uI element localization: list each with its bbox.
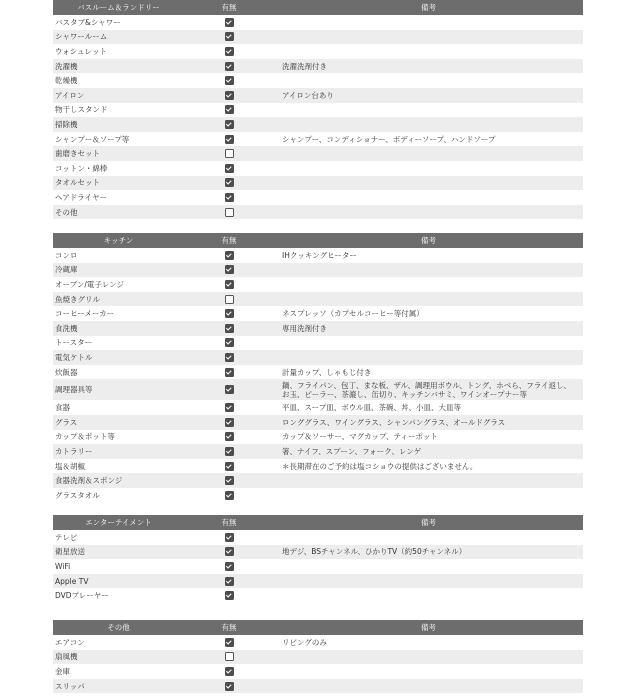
availability-cell [184,309,274,318]
availability-cell [184,447,274,456]
availability-cell [184,76,274,85]
availability-cell [184,251,274,260]
checked-checkbox[interactable] [225,76,234,85]
section-header [53,515,583,530]
availability-cell [184,591,274,600]
availability-cell [184,547,274,556]
availability-cell [184,135,274,144]
availability-cell [184,353,274,362]
checked-checkbox[interactable] [225,91,234,100]
amenity-name: グラス [55,417,78,427]
checked-checkbox[interactable] [225,47,234,56]
amenity-name: 食器洗剤＆スポンジ [55,476,123,486]
availability-cell [184,164,274,173]
table-row [53,679,583,694]
checked-checkbox[interactable] [225,164,234,173]
availability-cell [184,91,274,100]
table-row [53,292,583,307]
notes-column-header: 備考 [421,518,436,527]
amenity-name: 扇風機 [55,652,78,662]
table-row [53,664,583,679]
amenity-name: 塩＆胡椒 [55,461,85,471]
checked-checkbox[interactable] [225,591,234,600]
amenity-name: 電気ケトル [55,352,93,362]
availability-cell [184,338,274,347]
amenity-note: カップ＆ソーサー、マグカップ、ティーポット [282,432,438,442]
amenity-name: コットン・綿棒 [55,163,108,173]
amenity-name: グラスタオル [55,490,100,500]
amenity-name: タオルセット [55,178,100,188]
amenity-note: 平皿、スープ皿、ボウル皿、茶碗、丼、小皿、大皿等 [282,403,462,413]
amenity-section-kitchen [53,233,583,503]
table-row [53,635,583,650]
amenity-note: 計量カップ、しゃもじ付き [282,367,372,377]
table-row [53,350,583,365]
availability-cell [184,208,274,217]
amenity-name: 洗濯機 [55,61,78,71]
section-title: キッチン [103,236,134,245]
amenity-section-entertainment [53,515,583,603]
table-row [53,263,583,278]
section-title: その他 [107,623,130,632]
table-row [53,473,583,488]
table-row [53,415,583,430]
amenity-name: 衛星放送 [55,547,85,557]
amenity-name: ウォシュレット [55,46,107,56]
amenity-note: 洗濯洗剤付き [282,61,327,71]
table-row [53,530,583,545]
amenity-name: カトラリー [55,446,93,456]
availability-column-header: 有無 [221,518,237,527]
table-row [53,379,583,400]
checked-checkbox[interactable] [225,353,234,362]
table-row [53,88,583,103]
availability-cell [184,368,274,377]
availability-cell [184,432,274,441]
table-row [53,30,583,45]
table-row [53,176,583,191]
amenity-name: ヘアドライヤー [55,192,108,202]
amenity-name: 掃除機 [55,119,78,129]
amenity-note: 鍋、フライパン、包丁、まな板、ザル、調理用ボウル、トング、ホベら、フライ返し、 お玉、ピーラー、茶漉し、缶切り、キッチンバサミ、ワインオープナー等 [282,380,572,399]
checked-checkbox[interactable] [225,265,234,274]
notes-column-header: 備考 [421,3,436,12]
unchecked-checkbox[interactable] [225,208,234,217]
amenity-name: WiFi [55,561,71,571]
section-header [53,0,583,15]
availability-cell [184,47,274,56]
availability-cell [184,149,274,158]
table-row [53,444,583,459]
checked-checkbox[interactable] [225,462,234,471]
amenity-name: その他 [55,207,78,217]
amenity-name: Apple TV [55,576,89,586]
availability-cell [184,324,274,333]
amenity-name: エアコン [55,637,85,647]
table-row [53,190,583,205]
table-row [53,400,583,415]
checked-checkbox[interactable] [225,447,234,456]
amenity-note: 地デジ、BSチャンネル、ひかりTV（約50チャンネル） [282,547,467,557]
section-header [53,620,583,635]
checked-checkbox[interactable] [225,491,234,500]
table-row [53,430,583,445]
amenity-name: 食器 [55,403,70,413]
checked-checkbox[interactable] [225,62,234,71]
table-row [53,574,583,589]
amenity-note: リビングのみ [282,637,327,647]
amenity-name: コーヒーメーカー [55,309,115,319]
table-row [53,117,583,132]
availability-cell [184,403,274,412]
availability-cell [184,667,274,676]
availability-cell [184,562,274,571]
availability-cell [184,462,274,471]
unchecked-checkbox[interactable] [225,149,234,158]
table-row [53,161,583,176]
section-header [53,233,583,248]
checked-checkbox[interactable] [225,533,234,542]
amenity-name: トースター [55,338,93,348]
availability-cell [184,280,274,289]
amenity-name: 金庫 [55,666,70,676]
amenity-name: 物干しスタンド [55,105,108,115]
availability-cell [184,638,274,647]
section-title: バスルーム＆ランドリー [77,3,160,12]
amenity-note: ロンググラス、ワイングラス、シャンパングラス、オールドグラス [282,417,506,427]
amenity-name: コンロ [55,250,78,260]
checked-checkbox[interactable] [225,368,234,377]
checked-checkbox[interactable] [225,562,234,571]
table-row [53,248,583,263]
amenity-note: ＊長期滞在のご予約は塩コショウの提供はございません。 [282,461,478,471]
availability-cell [184,62,274,71]
table-row [53,588,583,603]
amenity-name: シャワールーム [55,32,108,42]
availability-column-header: 有無 [221,3,237,12]
table-row [53,365,583,380]
table-row [53,146,583,161]
table-row [53,44,583,59]
availability-column-header: 有無 [221,236,237,245]
amenity-name: スリッパ [55,681,85,691]
notes-column-header: 備考 [421,236,436,245]
table-row [53,103,583,118]
checked-checkbox[interactable] [225,251,234,260]
table-row [53,59,583,74]
amenity-name: 歯磨きセット [55,149,100,159]
availability-cell [184,652,274,661]
checked-checkbox[interactable] [225,476,234,485]
availability-cell [184,178,274,187]
table-row [53,73,583,88]
checked-checkbox[interactable] [225,638,234,647]
table-row [53,15,583,30]
amenity-section-other [53,620,583,693]
availability-cell [184,32,274,41]
checked-checkbox[interactable] [225,547,234,556]
amenity-name: 調理器具等 [55,385,93,395]
availability-cell [184,577,274,586]
availability-column-header: 有無 [221,623,237,632]
amenity-note: アイロン台あり [282,90,334,100]
availability-cell [184,295,274,304]
table-row [53,650,583,665]
table-row [53,459,583,474]
notes-column-header: 備考 [421,623,436,632]
availability-cell [184,533,274,542]
amenity-name: 魚焼きグリル [55,294,100,304]
checked-checkbox[interactable] [225,385,234,394]
amenity-name: 冷蔵庫 [55,265,78,275]
availability-cell [184,193,274,202]
amenity-section-bath-laundry [53,0,583,219]
checked-checkbox[interactable] [225,577,234,586]
checked-checkbox[interactable] [225,403,234,412]
unchecked-checkbox[interactable] [225,295,234,304]
amenity-name: 食洗機 [55,323,78,333]
table-row [53,336,583,351]
table-row [53,132,583,147]
table-row [53,277,583,292]
amenity-name: カップ＆ポット等 [55,432,115,442]
availability-cell [184,18,274,27]
checked-checkbox[interactable] [225,338,234,347]
amenity-note: ネスプレッソ（カプセルコーヒー等付属） [282,309,424,319]
availability-cell [184,682,274,691]
section-title: エンターテイメント [85,518,152,527]
amenity-note: 箸、ナイフ、スプーン、フォーク、レンゲ [282,446,422,456]
amenity-note: 専用洗剤付き [282,323,327,333]
availability-cell [184,105,274,114]
availability-cell [184,385,274,394]
amenity-name: DVDプレーヤー [55,591,109,601]
checked-checkbox[interactable] [225,324,234,333]
amenity-note: シャンプー、コンディショナー、ボディーソープ、ハンドソープ [282,134,496,144]
checked-checkbox[interactable] [225,135,234,144]
checked-checkbox[interactable] [225,32,234,41]
table-row [53,559,583,574]
amenity-name: オーブン/電子レンジ [55,279,124,289]
amenity-name: 乾燥機 [55,76,78,86]
amenity-name: アイロン [55,90,85,100]
checked-checkbox[interactable] [225,418,234,427]
checked-checkbox[interactable] [225,120,234,129]
availability-cell [184,120,274,129]
availability-cell [184,265,274,274]
table-row [53,321,583,336]
amenity-name: テレビ [55,532,78,542]
amenity-name: バスタブ&シャワー [55,17,121,27]
checked-checkbox[interactable] [225,105,234,114]
amenity-name: シャンプー＆ソープ等 [55,134,130,144]
availability-cell [184,476,274,485]
checked-checkbox[interactable] [225,280,234,289]
unchecked-checkbox[interactable] [225,652,234,661]
checked-checkbox[interactable] [225,193,234,202]
table-row [53,205,583,220]
table-row [53,545,583,560]
checked-checkbox[interactable] [225,667,234,676]
checked-checkbox[interactable] [225,18,234,27]
amenity-note: IHクッキングヒーター [282,250,357,260]
table-row [53,488,583,503]
table-row [53,306,583,321]
checked-checkbox[interactable] [225,178,234,187]
availability-cell [184,491,274,500]
amenity-name: 炊飯器 [55,367,78,377]
checked-checkbox[interactable] [225,309,234,318]
checked-checkbox[interactable] [225,682,234,691]
checked-checkbox[interactable] [225,432,234,441]
availability-cell [184,418,274,427]
